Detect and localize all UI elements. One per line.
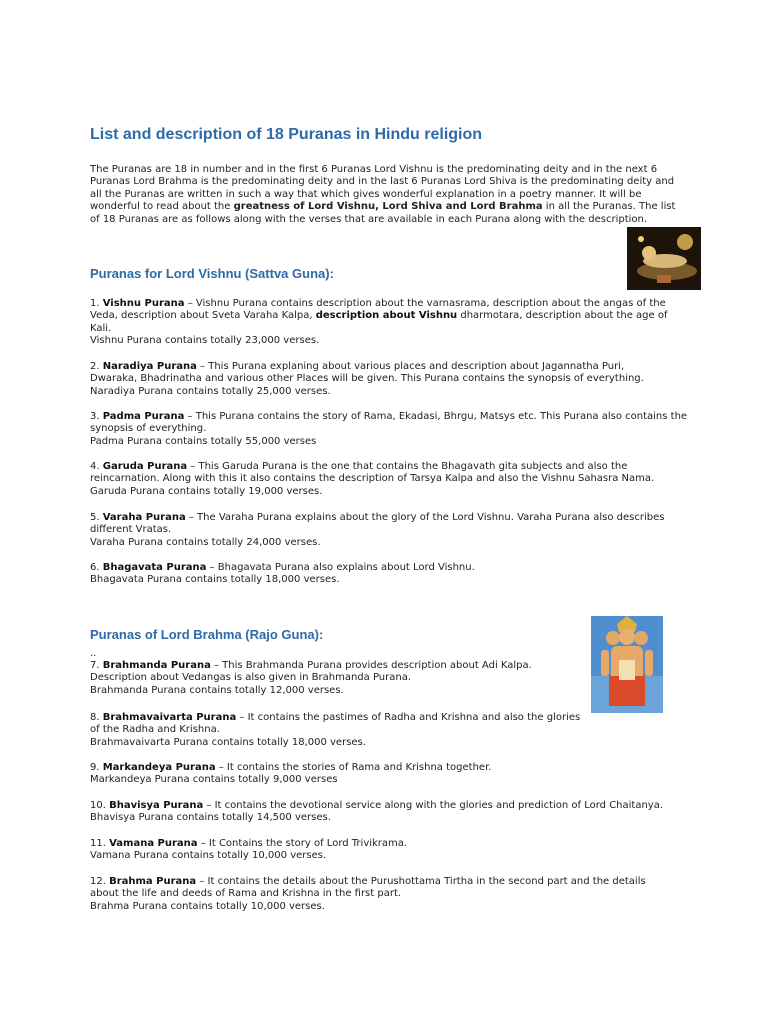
list-item: 8. Brahmavaivarta Purana – It contains the pastimes of Radha and Krishna and also the glories of the Radha and Krishna. Brahmavaivarta Purana contains totally 18,000 verses. (90, 712, 581, 748)
list-item: 5. Varaha Purana – The Varaha Purana explains about the glory of the Lord Vishnu. Varaha Purana also describes different Vratas. Varaha Purana contains totally 24,000 verses. (90, 512, 665, 548)
list-item: 9. Markandeya Purana – It contains the stories of Rama and Krishna together. Markandeya Purana contains totally 9,000 verses (90, 762, 492, 786)
list-item: 6. Bhagavata Purana – Bhagavata Purana also explains about Lord Vishnu. Bhagavata Purana contains totally 18,000 verses. (90, 562, 475, 586)
vishnu-image (627, 227, 701, 290)
intro-paragraph: The Puranas are 18 in number and in the first 6 Puranas Lord Vishnu is the predominating deity and in the next 6 Puranas Lord Brahma is the predominating deity and in the last 6 Puranas Lord Shiva is the predominating deity and all the Puranas are written in such a way that which gives wonderful explanation in a poetry manner. It will be wonderful to read about the greatness of Lord Vishnu, Lord Shiva and Lord Brahma in all the Puranas. The list of 18 Puranas are as follows along with the verses that are available in each Purana along with the description. (90, 164, 676, 225)
brahma-image (591, 616, 663, 713)
list-item: 12. Brahma Purana – It contains the details about the Purushottama Tirtha in the second part and the details about the life and deeds of Rama and Krishna in the first part. Brahma Purana contains totally 10,000 verses. (90, 876, 646, 912)
section-heading-brahma: Puranas of Lord Brahma (Rajo Guna): (90, 627, 324, 642)
list-item: 11. Vamana Purana – It Contains the story of Lord Trivikrama. Vamana Purana contains totally 10,000 verses. (90, 838, 408, 862)
page-title: List and description of 18 Puranas in Hindu religion (90, 126, 483, 143)
list-item: 4. Garuda Purana – This Garuda Purana is the one that contains the Bhagavath gita subjects and also the reincarnation. Along with this it also contains the description of Tarsya Kalpa and also the Vishnu Sahasra Nama. Garuda Purana contains totally 19,000 verses. (90, 461, 655, 497)
section-heading-vishnu: Puranas for Lord Vishnu (Sattva Guna): (90, 266, 334, 281)
list-item: 2. Naradiya Purana – This Purana explaning about various places and description about Jagannatha Puri, Dwaraka, Bhadrinatha and various other Places will be given. This Purana contains the synopsis of everything. Naradiya Purana contains totally 25,000 verses. (90, 361, 644, 397)
list-item: 1. Vishnu Purana – Vishnu Purana contains description about the varnasrama, description about the angas of the Veda, description about Sveta Varaha Kalpa, description about Vishnu dharmotara, description about the age of Kali. Vishnu Purana contains totally 23,000 verses. (90, 298, 668, 347)
list-item: 10. Bhavisya Purana – It contains the devotional service along with the glories and prediction of Lord Chaitanya. Bhavisya Purana contains totally 14,500 verses. (90, 800, 664, 824)
list-item: 3. Padma Purana – This Purana contains the story of Rama, Ekadasi, Bhrgu, Matsys etc. This Purana also contains the synopsis of everything. Padma Purana contains totally 55,000 verses (90, 411, 688, 447)
dots-text: .. (90, 648, 97, 659)
list-item: 7. Brahmanda Purana – This Brahmanda Purana provides description about Adi Kalpa. Description about Vedangas is also given in Brahmanda Purana. Brahmanda Purana contains totally 12,000 verses. (90, 660, 532, 696)
